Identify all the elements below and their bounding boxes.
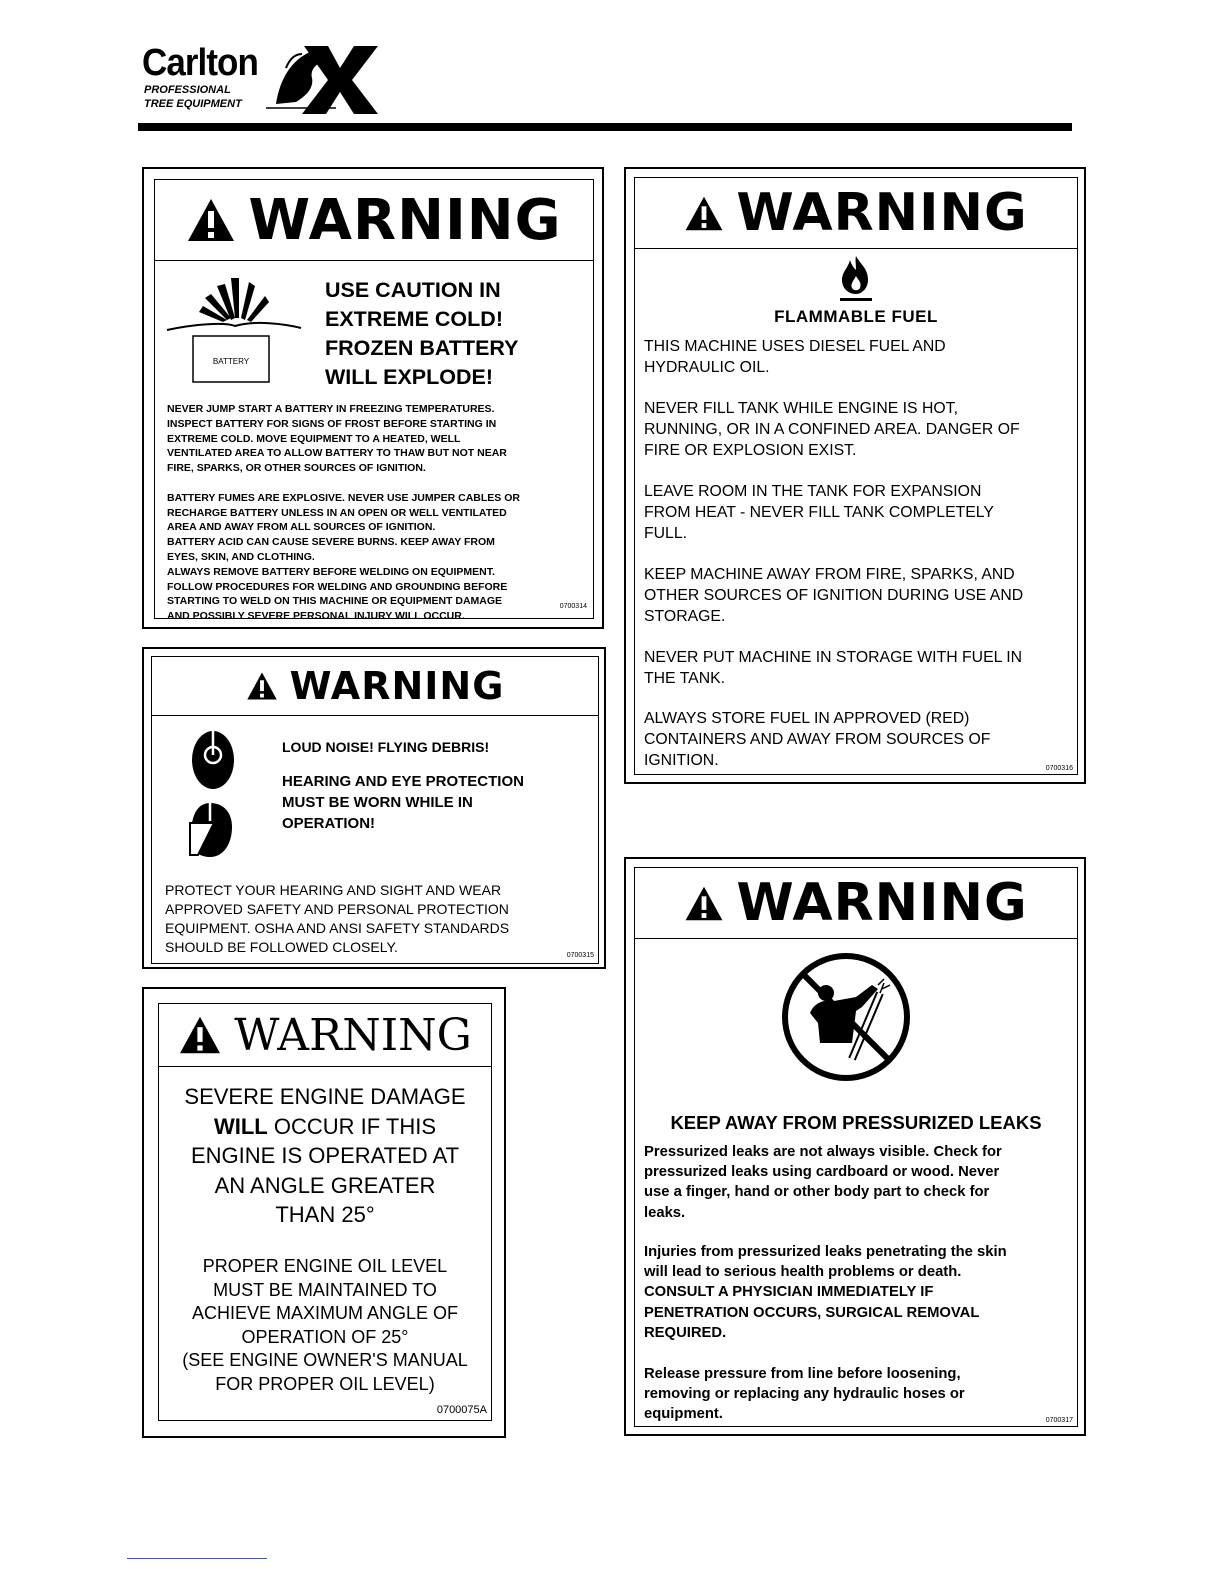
logo-brand: Carlton	[142, 42, 258, 84]
sign-header	[159, 1004, 491, 1067]
engine-damage-text	[159, 1082, 491, 1230]
warning-triangle-icon	[684, 195, 724, 232]
fuel-paragraph-6: ALWAYS STORE FUEL IN APPROVED (RED) CONTAINERS AND AWAY FROM SOURCES OF IGNITION.	[644, 710, 991, 769]
battery-body-text: NEVER JUMP START A BATTERY IN FREEZING TEMPERATURES. INSPECT BATTERY FOR SIGNS OF FROST BEFORE STARTING IN EXTREME COLD. MOVE EQUIPMENT TO A HEATED, WELL VENTILATED AREA TO ALLOW BATTERY TO THAW BUT NOT NEAR FIRE, SPARKS, OR OTHER SOURCES OF IGNITION. BATTERY FUMES ARE EXPLOSIVE. NEVER USE JUMPER CABLES OR RECHARGE BATTERY UNLESS IN AN OPEN OR WELL VENTILATED AREA AND AWAY FROM ALL SOURCES OF IGNITION. BATTERY ACID CAN CAUSE SEVERE BURNS. KEEP AWAY FROM EYES, SKIN, AND CLOTHING. ALWAYS REMOVE BATTERY BEFORE WELDING ON EQUIPMENT. FOLLOW PROCEDURES FOR WELDING AND GROUNDING BEFORE STARTING TO WELD ON THIS MACHINE OR EQUIPMENT DAMAGE AND POSSIBLY SEVERE PERSONAL INJURY WILL OCCUR.	[167, 403, 520, 623]
fuel-paragraph-1: THIS MACHINE USES DIESEL FUEL AND HYDRAULIC OIL.	[644, 338, 946, 376]
sign-code: 0700315	[566, 952, 594, 959]
warning-triangle-icon	[246, 671, 278, 701]
warning-triangle-icon	[684, 885, 724, 922]
pressurized-leaks-subtitle: KEEP AWAY FROM PRESSURIZED LEAKS	[670, 1112, 1042, 1133]
sign-inner-frame	[151, 656, 599, 964]
warning-title: WARNING	[234, 1009, 472, 1061]
sign-inner-frame	[634, 177, 1078, 775]
logo-subtitle-tree-equipment: TREE EQUIPMENT	[144, 98, 242, 110]
engine-damage-bold: WILL	[213, 1113, 268, 1139]
noise-line-1: LOUD NOISE! FLYING DEBRIS!	[282, 739, 490, 755]
flammable-fuel-subtitle: FLAMMABLE FUEL	[774, 307, 938, 326]
noise-body-text: PROTECT YOUR HEARING AND SIGHT AND WEAR APPROVED SAFETY AND PERSONAL PROTECTION EQUIPMENT. OSHA AND ANSI SAFETY STANDARDS SHOULD BE FOLLOWED CLOSELY.	[165, 882, 510, 955]
sign-inner-frame	[154, 179, 594, 623]
sign-code: 0700075A	[436, 1404, 487, 1416]
engine-damage-pre: SEVERE ENGINE DAMAGE	[184, 1084, 466, 1109]
warning-title: WARNING	[736, 873, 1028, 933]
fuel-paragraph-2: NEVER FILL TANK WHILE ENGINE IS HOT, RUNNING, OR IN A CONFINED AREA. DANGER OF FIRE OR EXPLOSION EXIST.	[644, 400, 1020, 459]
face-shield-icon	[184, 801, 236, 859]
sign-header	[152, 657, 598, 716]
noise-line-2: HEARING AND EYE PROTECTION MUST BE WORN WHILE IN OPERATION!	[282, 773, 524, 832]
warning-title: WARNING	[248, 187, 562, 253]
footer-link-underline[interactable]	[127, 1558, 267, 1559]
flammable-fuel-warning-sign	[624, 167, 1086, 784]
carlton-logo	[142, 38, 382, 118]
warning-title: WARNING	[736, 183, 1028, 243]
leaks-paragraph-1: Pressurized leaks are not always visible. Check for pressurized leaks using cardboard or wood. Never use a finger, hand or other body part to check for leaks.	[644, 1144, 1002, 1221]
leaks-paragraph-2: Injuries from pressurized leaks penetrating the skin will lead to serious health problems or death. CONSULT A PHYSICIAN IMMEDIATELY IF PENETRATION OCCURS, SURGICAL REMOVAL REQUIRED.	[644, 1244, 1007, 1341]
ear-protection-icon	[190, 729, 236, 791]
noise-debris-warning-sign	[142, 647, 606, 969]
oil-level-text: PROPER ENGINE OIL LEVEL MUST BE MAINTAINED TO ACHIEVE MAXIMUM ANGLE OF OPERATION OF 25° (SEE ENGINE OWNER'S MANUAL FOR PROPER OIL LEVEL)	[182, 1256, 468, 1394]
sign-code: 0700314	[559, 603, 587, 610]
fuel-paragraph-5: NEVER PUT MACHINE IN STORAGE WITH FUEL IN THE TANK.	[644, 649, 1022, 687]
warning-title: WARNING	[289, 664, 505, 708]
leaks-paragraph-3: Release pressure from line before loosening, removing or replacing any hydraulic hoses or equipment.	[644, 1366, 965, 1423]
exploding-battery-icon	[165, 272, 305, 384]
sign-code: 0700316	[1045, 765, 1073, 772]
warning-triangle-icon	[178, 1015, 222, 1055]
pressurized-leaks-warning-sign	[624, 857, 1086, 1436]
engine-damage-post: OCCUR IF THIS ENGINE IS OPERATED AT AN ANGLE GREATER THAN 25°	[190, 1113, 460, 1227]
sign-header	[635, 868, 1077, 939]
ox-x-logo-icon	[266, 38, 382, 116]
battery-warning-sign	[142, 167, 604, 629]
sign-inner-frame	[634, 867, 1078, 1427]
fuel-paragraph-4: KEEP MACHINE AWAY FROM FIRE, SPARKS, AND OTHER SOURCES OF IGNITION DURING USE AND STORAGE.	[644, 566, 1024, 625]
sign-header	[155, 180, 593, 261]
flame-icon	[838, 254, 874, 304]
sign-header	[635, 178, 1077, 249]
engine-angle-warning-sign	[142, 987, 506, 1438]
battery-label: BATTERY	[212, 357, 250, 366]
logo-subtitle-professional: PROFESSIONAL	[144, 84, 231, 96]
header-rule	[138, 123, 1072, 131]
fuel-paragraph-3: LEAVE ROOM IN THE TANK FOR EXPANSION FROM HEAT - NEVER FILL TANK COMPLETELY FULL.	[644, 483, 994, 542]
warning-triangle-icon	[186, 197, 236, 243]
no-hand-leak-icon	[780, 951, 912, 1083]
sign-inner-frame	[158, 1003, 492, 1421]
sign-code: 0700317	[1045, 1417, 1073, 1424]
battery-lead-text: USE CAUTION IN EXTREME COLD! FROZEN BATTERY WILL EXPLODE!	[325, 278, 519, 389]
